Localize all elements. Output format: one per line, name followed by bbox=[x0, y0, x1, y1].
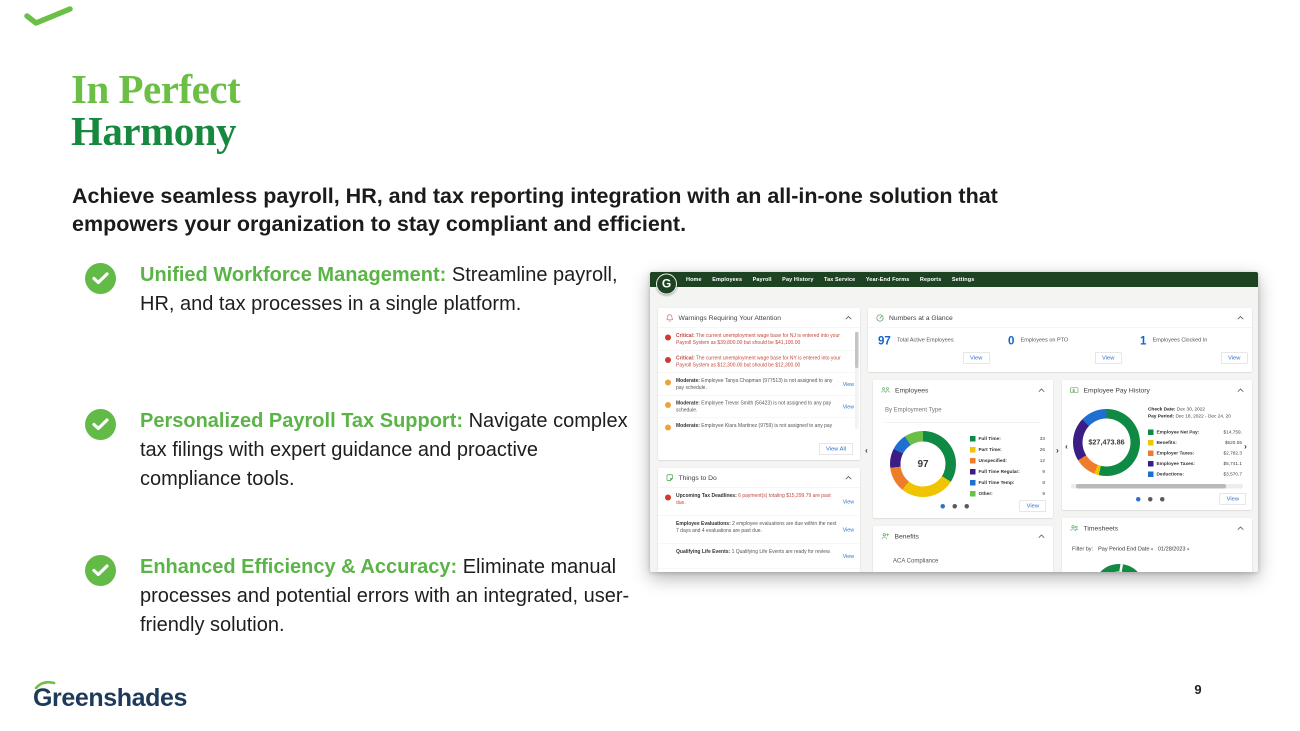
carousel-next-arrow[interactable]: › bbox=[1056, 445, 1059, 455]
checkmark-circle-icon bbox=[85, 263, 116, 294]
legend-label: Full Time: bbox=[978, 435, 1001, 442]
legend-swatch bbox=[970, 458, 976, 464]
nav-item-reports[interactable]: Reports bbox=[919, 276, 942, 283]
title-line-1: In Perfect bbox=[71, 66, 241, 112]
legend-row bbox=[970, 444, 1045, 455]
legend-label: Unspecified: bbox=[978, 457, 1008, 464]
view-link[interactable]: View bbox=[842, 403, 854, 410]
bullet-heading: Unified Workforce Management: bbox=[140, 264, 447, 286]
timesheets-panel bbox=[1062, 518, 1252, 572]
benefits-header bbox=[873, 526, 1053, 546]
bullet-text bbox=[140, 553, 632, 640]
nav-item-home[interactable]: Home bbox=[686, 276, 702, 283]
warning-item bbox=[658, 396, 860, 419]
view-link[interactable]: View bbox=[842, 527, 854, 533]
stat-label: Employees Clocked In bbox=[1152, 337, 1208, 343]
legend-swatch bbox=[1148, 461, 1154, 467]
bullet-text bbox=[140, 261, 632, 319]
pay-period-label: Pay Period: bbox=[1148, 413, 1175, 419]
view-link[interactable]: View bbox=[842, 553, 854, 560]
bullet-body: Eliminate manual processes and potential errors with an integrated, user-friendly solution. bbox=[140, 556, 630, 636]
legend-swatch bbox=[970, 447, 976, 453]
scrollbar-thumb[interactable] bbox=[855, 332, 859, 368]
todos-header bbox=[658, 468, 860, 488]
carousel-dot-2[interactable] bbox=[953, 504, 958, 509]
legend-label: Deductions: bbox=[1156, 471, 1184, 477]
todo-body: 6 payment(s) totaling $15,299.79 are past due. bbox=[676, 493, 831, 506]
carousel-prev-arrow[interactable]: ‹ bbox=[1065, 441, 1068, 451]
vertical-scrollbar[interactable] bbox=[855, 331, 859, 429]
scrollbar-thumb[interactable] bbox=[1076, 484, 1226, 489]
legend-value: $14,759. bbox=[1223, 429, 1242, 435]
chevron-up-icon[interactable] bbox=[1237, 526, 1244, 531]
view-button[interactable]: View bbox=[1095, 352, 1121, 364]
nav-item-tax-service[interactable]: Tax Service bbox=[824, 276, 856, 283]
warning-label: Critical: bbox=[676, 355, 695, 361]
donut-center-value: $27,473.86 bbox=[1088, 438, 1125, 447]
chevron-up-icon[interactable] bbox=[1038, 388, 1045, 393]
view-button[interactable]: View bbox=[1220, 493, 1246, 505]
legend-row bbox=[1148, 427, 1242, 438]
warnings-list bbox=[658, 328, 860, 434]
benefits-item-aca-compliance[interactable]: ACA Compliance bbox=[893, 557, 939, 564]
pay-period-value: Dec 18, 2022 - Dec 24, 20 bbox=[1175, 413, 1231, 419]
stat-value: 0 bbox=[1008, 334, 1015, 347]
employees-title: Employees bbox=[895, 386, 929, 394]
bullet-unified-workforce bbox=[85, 261, 632, 319]
todo-label: Employee Evaluations: bbox=[676, 521, 731, 527]
filter-date-dropdown[interactable] bbox=[1158, 546, 1189, 552]
pay-history-legend bbox=[1148, 427, 1242, 480]
pay-history-donut-chart bbox=[1073, 409, 1140, 476]
legend-label: Benefits: bbox=[1156, 440, 1177, 446]
page-number: 9 bbox=[1194, 682, 1202, 697]
check-date-label: Check Date: bbox=[1148, 406, 1176, 412]
carousel-dots bbox=[1136, 497, 1165, 502]
note-icon bbox=[666, 474, 674, 482]
legend-swatch bbox=[970, 480, 976, 486]
legend-value: $620.55 bbox=[1224, 440, 1242, 446]
warning-item bbox=[658, 328, 860, 351]
check-date-row bbox=[1148, 406, 1205, 413]
view-all-button[interactable]: View All bbox=[819, 443, 853, 455]
legend-row bbox=[970, 488, 1045, 499]
stat-value: 1 bbox=[1140, 334, 1147, 347]
warning-text bbox=[676, 423, 854, 430]
warning-text bbox=[676, 400, 843, 414]
benefits-panel bbox=[873, 526, 1053, 572]
warning-label: Moderate: bbox=[676, 400, 700, 406]
legend-value: $5,741.1 bbox=[1223, 461, 1242, 467]
legend-swatch bbox=[970, 469, 976, 475]
carousel-next-arrow[interactable]: › bbox=[1244, 441, 1247, 451]
chevron-up-icon[interactable] bbox=[845, 316, 852, 321]
legend-label: Part Time: bbox=[978, 446, 1002, 453]
intro-paragraph: Achieve seamless payroll, HR, and tax reporting integration with an all-in-one solution that empowers your organization to stay compliant and efficient. bbox=[72, 184, 998, 236]
legend-row bbox=[970, 433, 1045, 444]
legend-row bbox=[970, 455, 1045, 466]
todo-text bbox=[676, 493, 843, 507]
warning-label: Critical: bbox=[676, 333, 695, 339]
bullet-heading: Personalized Payroll Tax Support: bbox=[140, 410, 464, 432]
bullet-body: Navigate complex tax filings with expert guidance and proactive compliance tools. bbox=[140, 410, 628, 490]
bell-icon bbox=[666, 314, 674, 322]
carousel-dot-3[interactable] bbox=[965, 504, 970, 509]
warning-body: Employee Kiara Martinez (9759) is not assigned to any pay bbox=[701, 423, 833, 429]
bill-icon bbox=[1070, 387, 1079, 394]
checkmark-circle-icon bbox=[85, 409, 116, 440]
warning-body: The current unemployment wage base for NY is entered into your Payroll System as $12,300.00 but should be $12,300.00 bbox=[676, 355, 841, 368]
legend-row bbox=[970, 466, 1045, 477]
greenshades-logo bbox=[33, 684, 187, 713]
chevron-up-icon[interactable] bbox=[1038, 534, 1045, 539]
todo-body: 1 Qualifying Life Events are ready for review. bbox=[731, 549, 831, 555]
spacer-dot bbox=[665, 551, 671, 557]
todos-title: Things to Do bbox=[678, 474, 717, 482]
moderate-dot bbox=[665, 402, 671, 408]
nav-menu bbox=[686, 277, 974, 283]
bullet-body: Streamline payroll, HR, and tax processes in a single platform. bbox=[140, 264, 618, 315]
pay-period-row bbox=[1148, 413, 1231, 420]
nav-item-settings[interactable]: Settings bbox=[951, 276, 975, 283]
pay-history-title: Employee Pay History bbox=[1083, 386, 1150, 394]
dashboard-screenshot bbox=[650, 272, 1258, 572]
legend-label: Employee Net Pay: bbox=[1156, 429, 1200, 435]
benefits-title: Benefits bbox=[894, 532, 919, 540]
legend-swatch bbox=[970, 436, 976, 442]
legend-value: 12 bbox=[1039, 457, 1045, 464]
warning-text bbox=[676, 333, 854, 347]
legend-value: $2,782.3 bbox=[1223, 450, 1242, 456]
view-link[interactable]: View bbox=[842, 381, 854, 388]
warning-text bbox=[676, 355, 854, 369]
warning-text bbox=[676, 378, 843, 392]
todo-text bbox=[676, 521, 843, 535]
spacer-dot bbox=[665, 523, 671, 529]
legend-label: Employer Taxes: bbox=[1156, 450, 1195, 456]
employees-legend bbox=[970, 433, 1045, 499]
legend-value: 9 bbox=[1042, 490, 1045, 497]
timesheets-title: Timesheets bbox=[1083, 524, 1119, 532]
bullet-heading: Enhanced Efficiency & Accuracy: bbox=[140, 556, 458, 578]
stat-total-active-employees bbox=[878, 334, 954, 348]
legend-value: 9 bbox=[1042, 468, 1045, 475]
legend-row bbox=[1148, 438, 1242, 449]
nav-item-year-end-forms[interactable]: Year-End Forms bbox=[865, 276, 910, 283]
moderate-dot bbox=[665, 425, 671, 431]
legend-row bbox=[1148, 469, 1242, 480]
glance-title: Numbers at a Glance bbox=[889, 314, 953, 322]
chevron-up-icon[interactable] bbox=[1237, 316, 1244, 321]
greenshades-logo-badge[interactable]: G bbox=[656, 274, 677, 295]
donut-center-value: 97 bbox=[917, 458, 929, 470]
todo-label: Upcoming Tax Deadlines: bbox=[676, 493, 737, 499]
check-date-value: Dec 30, 2022 bbox=[1176, 406, 1206, 412]
page-title bbox=[71, 68, 240, 152]
legend-swatch bbox=[1148, 440, 1154, 446]
employees-panel bbox=[873, 380, 1053, 518]
filter-by-label: Filter by: bbox=[1072, 546, 1094, 552]
stat-label: Total Active Employees bbox=[897, 337, 954, 343]
legend-row bbox=[1148, 459, 1242, 470]
person-plus-icon bbox=[881, 532, 890, 540]
warning-item bbox=[658, 418, 860, 434]
legend-label: Full Time Temp: bbox=[978, 479, 1015, 486]
stat-employees-on-pto bbox=[1008, 334, 1068, 348]
moderate-dot bbox=[665, 380, 671, 386]
timesheets-filter-row bbox=[1072, 546, 1189, 552]
todo-label: Qualifying Life Events: bbox=[676, 549, 731, 555]
stat-employees-clocked-in bbox=[1140, 334, 1207, 348]
todo-item bbox=[658, 488, 860, 516]
glance-header bbox=[868, 308, 1252, 328]
legend-swatch bbox=[1148, 430, 1154, 436]
nav-item-employees[interactable]: Employees bbox=[712, 276, 743, 283]
legend-swatch bbox=[1148, 451, 1154, 457]
warnings-panel bbox=[658, 308, 860, 460]
carousel-dot-2[interactable] bbox=[1148, 497, 1153, 502]
carousel-dots bbox=[941, 504, 970, 509]
bullet-payroll-tax-support bbox=[85, 407, 632, 494]
warnings-header bbox=[658, 308, 860, 328]
warning-item bbox=[658, 373, 860, 396]
warnings-title: Warnings Requiring Your Attention bbox=[678, 314, 782, 322]
pay-history-panel bbox=[1062, 380, 1252, 510]
warning-item bbox=[658, 351, 860, 374]
things-to-do-panel bbox=[658, 468, 860, 572]
warning-label: Moderate: bbox=[676, 423, 700, 429]
checkmark-circle-icon bbox=[85, 555, 116, 586]
horizontal-scrollbar[interactable] bbox=[1071, 484, 1243, 489]
bullet-efficiency-accuracy bbox=[85, 553, 632, 640]
chevron-up-icon[interactable] bbox=[845, 476, 852, 481]
logo-text: Greenshades bbox=[33, 684, 188, 712]
critical-dot bbox=[665, 357, 671, 363]
timesheets-header bbox=[1062, 518, 1252, 538]
nav-item-pay-history[interactable]: Pay History bbox=[782, 276, 814, 283]
view-button[interactable]: View bbox=[963, 352, 989, 364]
todo-item bbox=[658, 516, 860, 544]
people-icon bbox=[1070, 524, 1079, 532]
stat-value: 97 bbox=[878, 334, 891, 347]
title-line-2: Harmony bbox=[71, 108, 237, 154]
logo-green-accent bbox=[34, 680, 56, 690]
filter-field-value: Pay Period End Date bbox=[1098, 546, 1150, 552]
warning-body: The current unemployment wage base for NJ is entered into your Payroll System as $39,800.00 but should be $41,100.00 bbox=[676, 333, 840, 346]
warning-body: Employee Tanya Chapman (977513) is not assigned to any pay schedule. bbox=[676, 378, 833, 391]
legend-value: $3,570.7 bbox=[1223, 471, 1242, 477]
carousel-dot-3[interactable] bbox=[1160, 497, 1165, 502]
employees-subtitle: By Employment Type bbox=[885, 406, 942, 413]
view-link[interactable]: View bbox=[842, 499, 854, 505]
employees-header bbox=[873, 380, 1053, 400]
chevron-up-icon[interactable] bbox=[1237, 388, 1244, 393]
todo-body: 2 employee evaluations are due within the next 7 days and 4 evaluations are past due. bbox=[676, 521, 837, 534]
legend-label: Other: bbox=[978, 490, 993, 497]
stat-label: Employees on PTO bbox=[1020, 337, 1069, 343]
dashboard-content bbox=[650, 272, 1258, 572]
legend-value: 33 bbox=[1039, 435, 1045, 442]
view-button[interactable]: View bbox=[1020, 500, 1046, 512]
critical-dot bbox=[665, 495, 671, 501]
corner-checkmark-decoration bbox=[24, 6, 74, 28]
filter-date-value: 01/28/2023 bbox=[1158, 546, 1186, 552]
view-button[interactable]: View bbox=[1221, 352, 1247, 364]
filter-field-dropdown[interactable] bbox=[1098, 546, 1153, 552]
bullet-text bbox=[140, 407, 632, 494]
legend-value: 26 bbox=[1039, 446, 1045, 453]
todo-item bbox=[658, 544, 860, 569]
carousel-prev-arrow[interactable]: ‹ bbox=[865, 445, 868, 455]
caret-down-icon: ▾ bbox=[1187, 547, 1190, 552]
legend-label: Employee Taxes: bbox=[1156, 461, 1195, 467]
legend-swatch bbox=[970, 491, 976, 497]
legend-row bbox=[1148, 448, 1242, 459]
carousel-dot-1[interactable] bbox=[941, 504, 946, 509]
carousel-dot-1[interactable] bbox=[1136, 497, 1141, 502]
legend-row bbox=[970, 477, 1045, 488]
svg-text:$: $ bbox=[1072, 387, 1075, 393]
pay-history-header bbox=[1062, 380, 1252, 400]
people-group-icon bbox=[881, 387, 890, 394]
numbers-at-a-glance-panel bbox=[868, 308, 1252, 372]
critical-dot bbox=[665, 335, 671, 341]
warning-body: Employee Trevor Smith (56423) is not assigned to any pay schedule. bbox=[676, 400, 832, 413]
employees-donut-chart bbox=[890, 431, 956, 497]
legend-value: 8 bbox=[1042, 479, 1045, 486]
todo-text bbox=[676, 549, 843, 556]
dashboard-navbar bbox=[650, 272, 1258, 287]
nav-item-payroll[interactable]: Payroll bbox=[752, 276, 772, 283]
caret-down-icon: ▾ bbox=[1150, 547, 1153, 552]
legend-label: Full Time Regular: bbox=[978, 468, 1020, 475]
legend-swatch bbox=[1148, 472, 1154, 478]
gauge-icon bbox=[876, 314, 884, 322]
divider bbox=[885, 422, 1041, 423]
warning-label: Moderate: bbox=[676, 378, 700, 384]
